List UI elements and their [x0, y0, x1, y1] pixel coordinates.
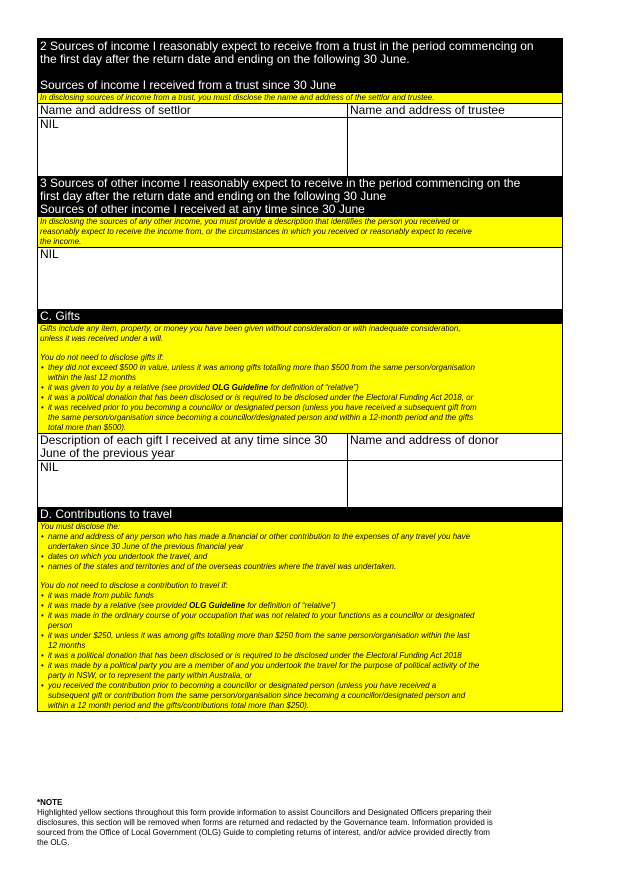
- footnote-line-2: disclosures, this section will be removed when forms are returned and redacted by the Governance team. Information provided is: [37, 818, 493, 827]
- section-3-heading-line-2: first day after the return date and ending on the following 30 June: [40, 189, 387, 203]
- disclosure-form: [37, 38, 563, 712]
- settlor-column-header: Name and address of settlor: [38, 104, 348, 117]
- footnote-line-1: Highlighted yellow sections throughout this form provide information to assist Councillors and Designated Officers preparing their: [37, 808, 492, 817]
- gifts-exemption-item: • it was a political donation that has been disclosed or is required to be disclosed under the Electoral Funding Act 2018, or: [40, 393, 560, 403]
- travel-disclose-item: • names of the states and territories and of the overseas countries where the travel was undertaken.: [40, 562, 560, 572]
- gifts-exemption-item: • they did not exceed $500 in value, unless it was among gifts totalling more than $500 from the same person/organisation within the last 12 months: [40, 363, 560, 383]
- section-2-heading-line-1: 2 Sources of income I reasonably expect to receive from a trust in the period commencing on: [40, 39, 534, 53]
- travel-must-disclose-list: [40, 532, 560, 572]
- section-3-info-note: [38, 216, 562, 248]
- travel-exemption-item: • it was made in the ordinary course of your occupation that was not related to your functions as a councillor or designated person: [40, 611, 560, 631]
- section-2-header: [38, 39, 562, 92]
- travel-exemption-item: • it was made by a political party you are a member of and you undertook the travel for the purpose of political activity of the party in NSW, or to represent the party within Australia, or: [40, 661, 560, 681]
- other-income-value-field[interactable]: NIL: [40, 247, 59, 261]
- section-2-subheading: Sources of income I received from a trust since 30 June: [40, 78, 337, 92]
- settlor-value-field[interactable]: NIL: [38, 118, 348, 176]
- gifts-header: [38, 309, 562, 323]
- gifts-intro-line-1: Gifts include any item, property, or money you have been given without consideration or with inadequate consideration,: [40, 324, 461, 333]
- gifts-intro-line-2: unless it was received under a will.: [40, 334, 164, 343]
- travel-disclose-item: • name and address of any person who has made a financial or other contribution to the expenses of any travel you have undertaken since 30 June of the previous financial year: [40, 532, 560, 552]
- travel-header: [38, 507, 562, 521]
- travel-exemptions-list: [40, 591, 560, 711]
- travel-info-note: [38, 521, 562, 711]
- section-3-heading-line-1: 3 Sources of other income I reasonably expect to receive in the period commencing on the: [40, 176, 521, 190]
- travel-disclose-item: • dates on which you undertook the travel, and: [40, 552, 560, 562]
- travel-exemption-item: • it was made from public funds: [40, 591, 560, 601]
- gifts-value-row: [38, 461, 562, 507]
- olg-guideline-ref: OLG Guideline: [212, 383, 269, 392]
- gift-description-column-header: Description of each gift I received at any time since 30 June of the previous year: [38, 434, 348, 460]
- section-3-subheading: Sources of other income I received at any time since 30 June: [40, 202, 365, 216]
- form-footnote: [37, 798, 587, 848]
- gifts-exemption-item: • it was given to you by a relative (see provided OLG Guideline for definition of “relative”): [40, 383, 560, 393]
- footnote-line-3: sourced from the Office of Local Government (OLG) Guide to completing returns of interest, and/or advice provided directly from: [37, 828, 490, 837]
- section-3-note-line-1: In disclosing the sources of any other income, you must provide a description that identifies the person you received or: [40, 217, 460, 226]
- gift-description-value-field[interactable]: NIL: [38, 461, 348, 507]
- travel-heading: D. Contributions to travel: [40, 507, 173, 521]
- travel-exemption-item: • it was a political donation that has been disclosed or is required to be disclosed under the Electoral Funding Act 2018: [40, 651, 560, 661]
- gifts-column-headers: [38, 434, 562, 461]
- footnote-title: *NOTE: [37, 798, 63, 807]
- trustee-value-field[interactable]: [348, 118, 562, 176]
- olg-guideline-ref: OLG Guideline: [188, 601, 245, 610]
- section-3-note-line-3: the income.: [40, 237, 82, 246]
- section-2-heading-line-2: the first day after the return date and ending on the following 30 June.: [40, 52, 410, 66]
- section-3-header: [38, 176, 562, 216]
- travel-exemptions-lead: You do not need to disclose a contribution to travel if:: [40, 581, 228, 590]
- section-2-column-headers: [38, 104, 562, 118]
- gifts-info-note: [38, 323, 562, 434]
- travel-must-disclose-lead: You must disclose the:: [40, 522, 121, 531]
- gifts-exemptions-lead: You do not need to disclose gifts if:: [40, 353, 164, 362]
- travel-exemption-item: • you received the contribution prior to becoming a councillor or designated person (unless you have received a subsequent gift or contribution from the same person/organisation since becoming a councillor/designated person and within a 12 month period and the gifts/contributions total more than $250).: [40, 681, 560, 711]
- section-3-note-line-2: reasonably expect to receive the income from, or the circumstances in which you received or reasonably expect to receive: [40, 227, 472, 236]
- footnote-line-4: the OLG.: [37, 838, 70, 847]
- donor-value-field[interactable]: [348, 461, 562, 507]
- gifts-exemptions-list: [40, 363, 560, 433]
- travel-exemption-item: • it was made by a relative (see provided OLG Guideline for definition of “relative”): [40, 601, 560, 611]
- gifts-heading: C. Gifts: [40, 309, 81, 323]
- gifts-exemption-item: • it was received prior to you becoming a councillor or designated person (unless you have received a subsequent gift from the same person/organisation since becoming a councillor/designated person and within a 12-month period and the gifts total more than $500).: [40, 403, 560, 433]
- section-3-value-row: [38, 248, 562, 309]
- travel-exemption-item: • it was under $250, unless it was among gifts totalling more than $250 from the same person/organisation within the last 12 months: [40, 631, 560, 651]
- section-2-value-row: [38, 118, 562, 176]
- section-2-note-text: In disclosing sources of income from a trust, you must disclose the name and address of the settlor and trustee.: [40, 93, 435, 102]
- donor-column-header: Name and address of donor: [350, 433, 499, 447]
- trustee-column-header: Name and address of trustee: [350, 103, 505, 117]
